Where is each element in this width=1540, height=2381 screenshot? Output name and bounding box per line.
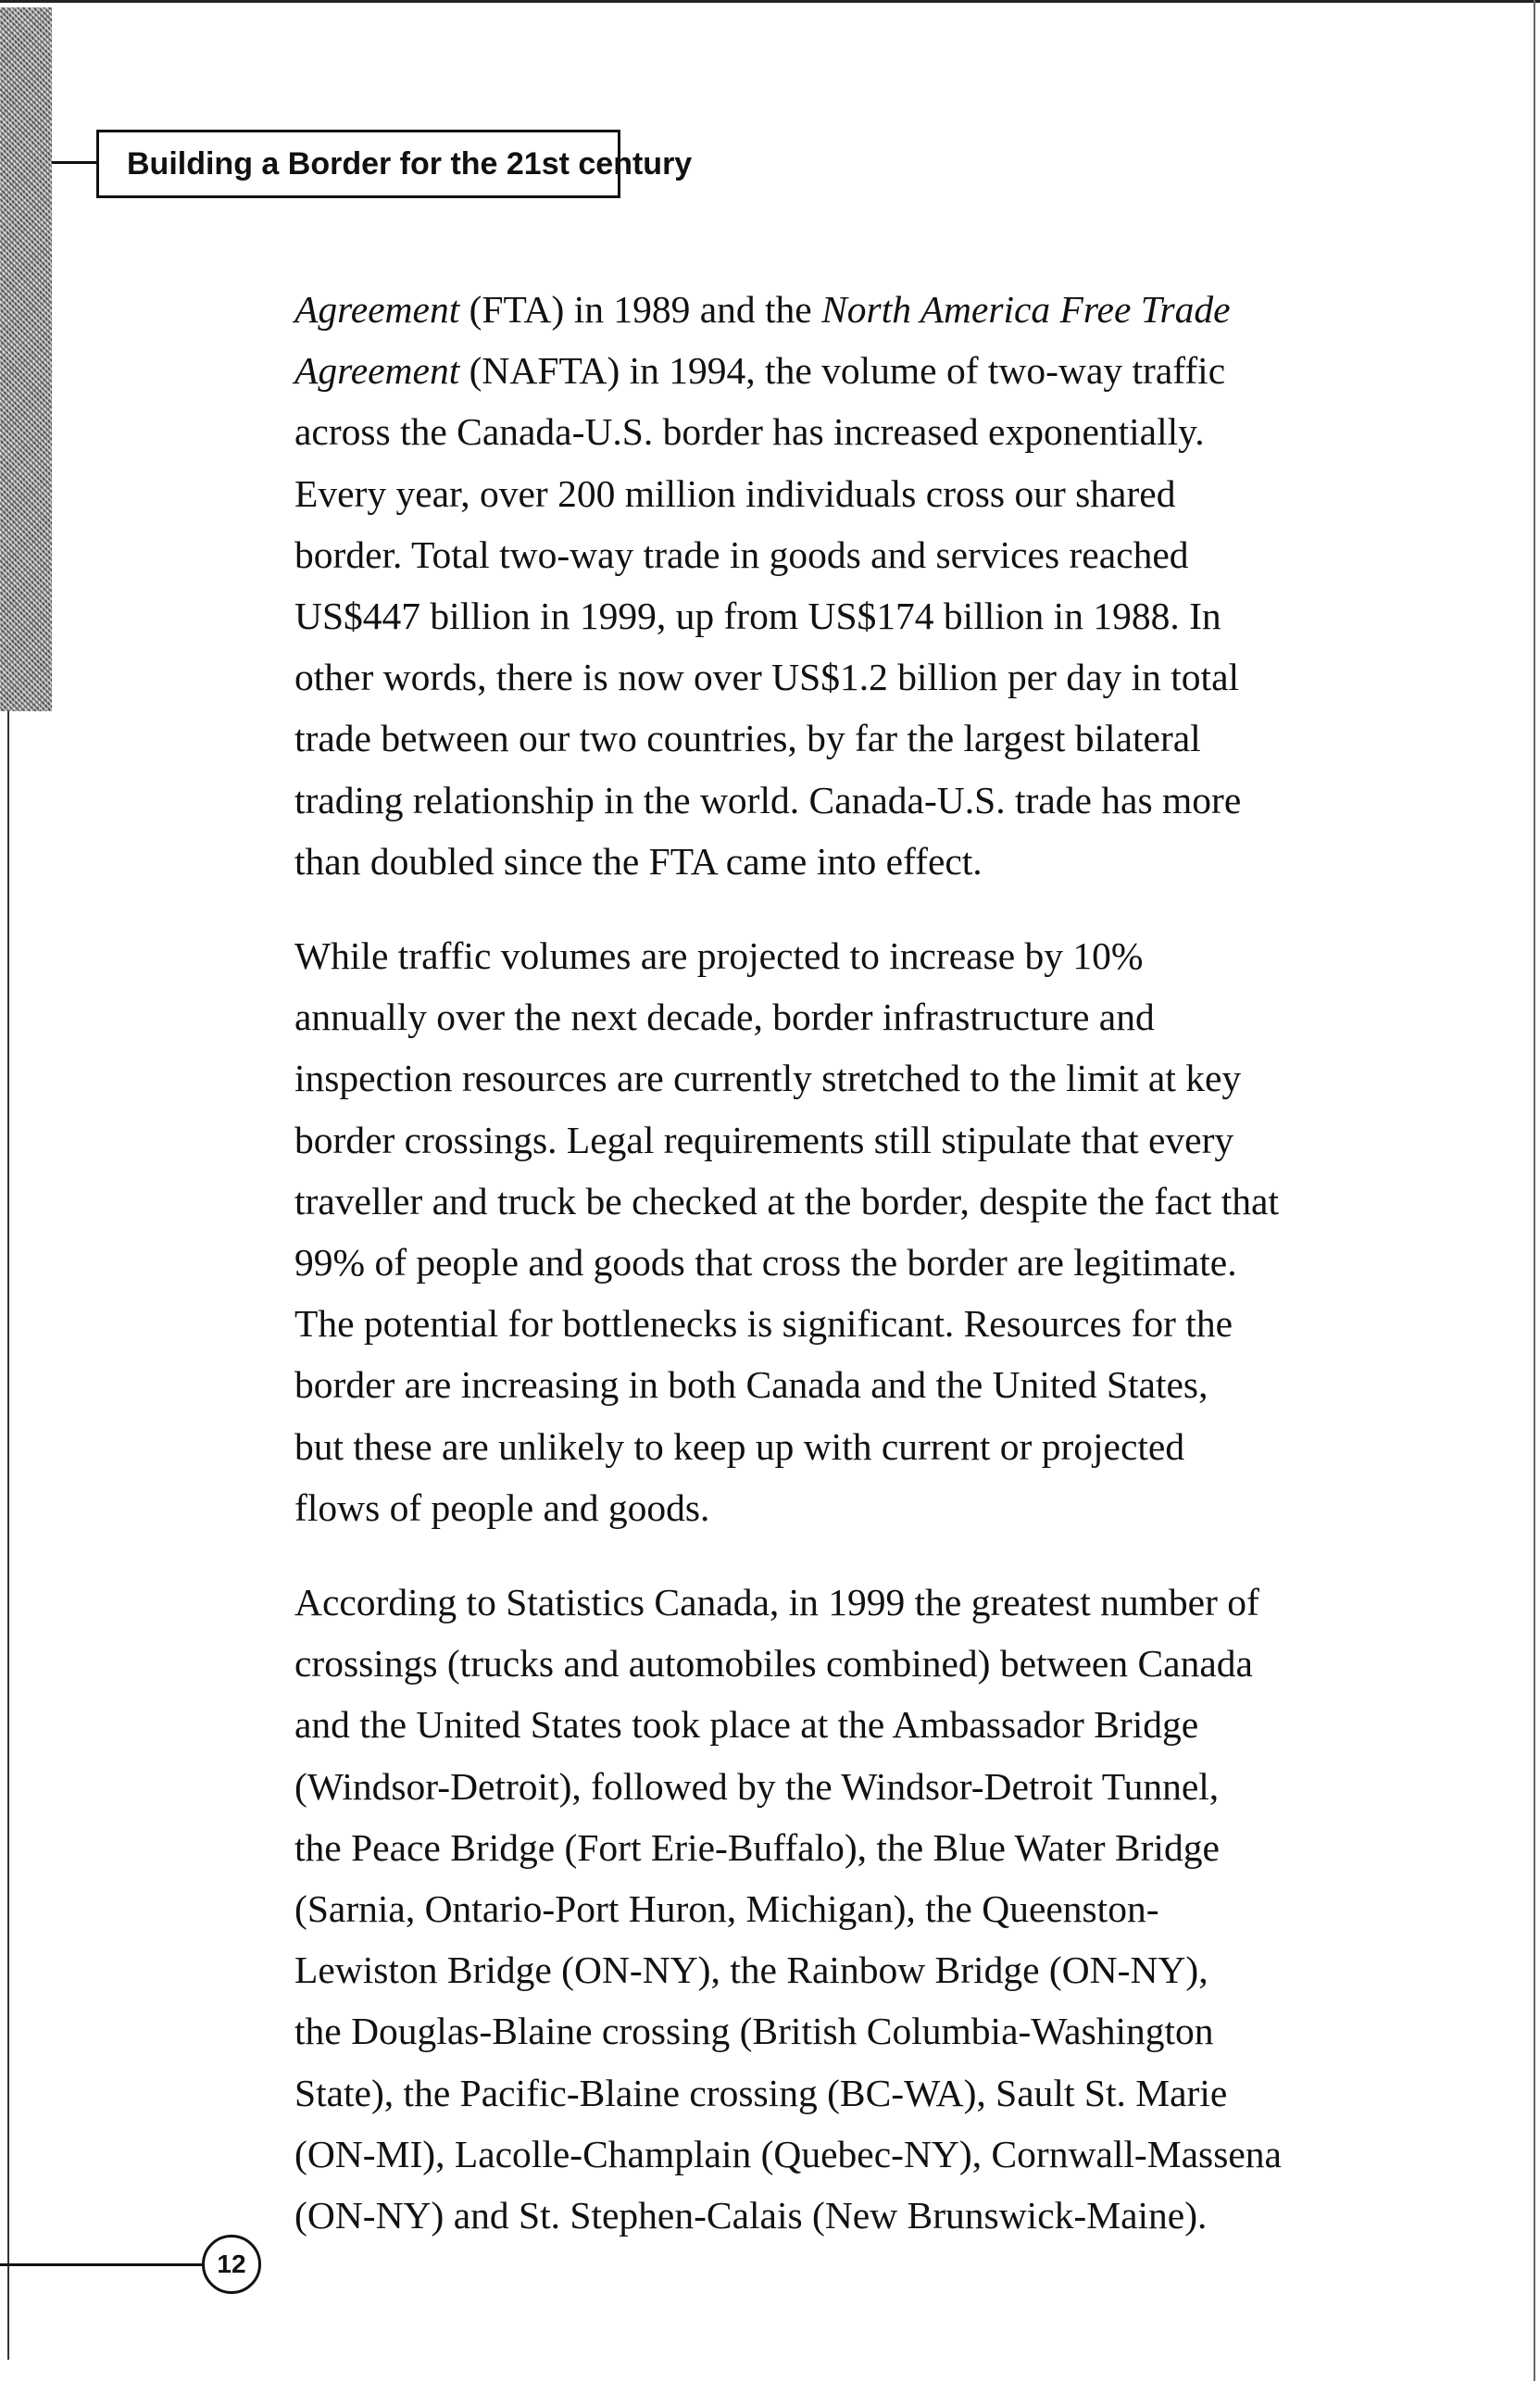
italic-title-text: Agreement: [294, 288, 460, 331]
right-margin-line: [1534, 0, 1535, 2381]
text-line: [294, 1416, 1378, 1477]
text-line: [294, 1047, 1378, 1109]
text-run: (Sarnia, Ontario-Port Huron, Michigan), the Queenston-: [294, 1887, 1159, 1931]
text-line: [294, 1293, 1378, 1354]
page-number: 12: [217, 2249, 246, 2278]
text-line: [294, 340, 1378, 401]
paragraph: [294, 925, 1378, 1538]
text-run: (FTA) in 1989 and the: [459, 288, 822, 331]
text-line: [294, 1756, 1378, 1817]
text-line: [294, 401, 1378, 462]
text-run: State), the Pacific-Blaine crossing (BC-WA), Sault St. Marie: [294, 2071, 1228, 2114]
text-run: While traffic volumes are projected to increase by 10%: [294, 934, 1144, 978]
text-line: [294, 831, 1378, 892]
text-run: Every year, over 200 million individuals cross our shared: [294, 471, 1176, 515]
text-run: flows of people and goods.: [294, 1485, 710, 1529]
text-run: US$447 billion in 1999, up from US$174 billion in 1988. In: [294, 595, 1221, 638]
text-line: [294, 1633, 1378, 1694]
text-line: [294, 1477, 1378, 1538]
text-line: [294, 1878, 1378, 1939]
text-line: [294, 2000, 1378, 2061]
italic-title-text: Agreement: [294, 349, 460, 393]
text-line: [294, 2062, 1378, 2124]
text-run: (NAFTA) in 1994, the volume of two-way traffic: [459, 349, 1226, 393]
header-connector-line: [52, 161, 98, 164]
page-number-badge: [202, 2235, 261, 2294]
text-line: [294, 524, 1378, 585]
text-line: [294, 1354, 1378, 1415]
text-run: trade between our two countries, by far the largest bilateral: [294, 717, 1201, 760]
text-line: [294, 1171, 1378, 1232]
text-line: [294, 1939, 1378, 2000]
text-run: trading relationship in the world. Canada-U.S. trade has more: [294, 778, 1242, 821]
text-run: border crossings. Legal requirements still stipulate that every: [294, 1118, 1234, 1161]
text-run: Lewiston Bridge (ON-NY), the Rainbow Bridge (ON-NY),: [294, 1949, 1208, 1992]
text-run: border. Total two-way trade in goods and services reached: [294, 533, 1189, 576]
body-text: [294, 279, 1378, 2246]
text-line: [294, 2124, 1378, 2185]
text-line: [294, 1817, 1378, 1878]
text-run: (ON-NY) and St. Stephen-Calais (New Brunswick-Maine).: [294, 2194, 1208, 2237]
text-run: across the Canada-U.S. border has increased exponentially.: [294, 410, 1205, 454]
text-run: border are increasing in both Canada and the United States,: [294, 1363, 1208, 1407]
text-run: The potential for bottlenecks is significant. Resources for the: [294, 1302, 1233, 1346]
text-run: but these are unlikely to keep up with current or projected: [294, 1424, 1185, 1468]
text-line: [294, 986, 1378, 1047]
text-run: other words, there is now over US$1.2 billion per day in total: [294, 656, 1240, 699]
running-header: [96, 130, 693, 198]
text-run: traveller and truck be checked at the border, despite the fact that: [294, 1179, 1279, 1222]
running-header-title: Building a Border for the 21st century: [127, 145, 693, 182]
text-line: [294, 925, 1378, 986]
text-run: the Peace Bridge (Fort Erie-Buffalo), the Blue Water Bridge: [294, 1825, 1220, 1869]
top-border-rule: [0, 0, 1540, 3]
text-run: (ON-MI), Lacolle-Champlain (Quebec-NY), Cornwall-Massena: [294, 2132, 1282, 2175]
text-line: [294, 279, 1378, 340]
left-margin-line: [7, 711, 9, 2360]
text-run: 99% of people and goods that cross the border are legitimate.: [294, 1241, 1237, 1284]
page-number-rule: [0, 2263, 202, 2266]
paragraph: [294, 279, 1378, 892]
text-line: [294, 585, 1378, 646]
text-line: [294, 1694, 1378, 1755]
text-run: than doubled since the FTA came into effect.: [294, 839, 983, 883]
text-run: According to Statistics Canada, in 1999 the greatest number of: [294, 1581, 1259, 1624]
text-line: [294, 1232, 1378, 1293]
text-line: [294, 708, 1378, 769]
italic-title-text: North America Free Trade: [821, 288, 1231, 331]
text-line: [294, 2185, 1378, 2246]
text-line: [294, 463, 1378, 524]
text-line: [294, 770, 1378, 831]
text-run: annually over the next decade, border infrastructure and: [294, 996, 1155, 1039]
text-run: the Douglas-Blaine crossing (British Columbia-Washington: [294, 2010, 1214, 2053]
text-run: and the United States took place at the Ambassador Bridge: [294, 1703, 1199, 1747]
text-run: (Windsor-Detroit), followed by the Windsor-Detroit Tunnel,: [294, 1764, 1220, 1808]
scan-margin-strip: [0, 7, 52, 711]
paragraph: [294, 1572, 1378, 2246]
text-line: [294, 646, 1378, 708]
text-run: crossings (trucks and automobiles combined) between Canada: [294, 1642, 1253, 1685]
text-run: inspection resources are currently stretched to the limit at key: [294, 1057, 1242, 1100]
text-line: [294, 1109, 1378, 1171]
text-line: [294, 1572, 1378, 1633]
